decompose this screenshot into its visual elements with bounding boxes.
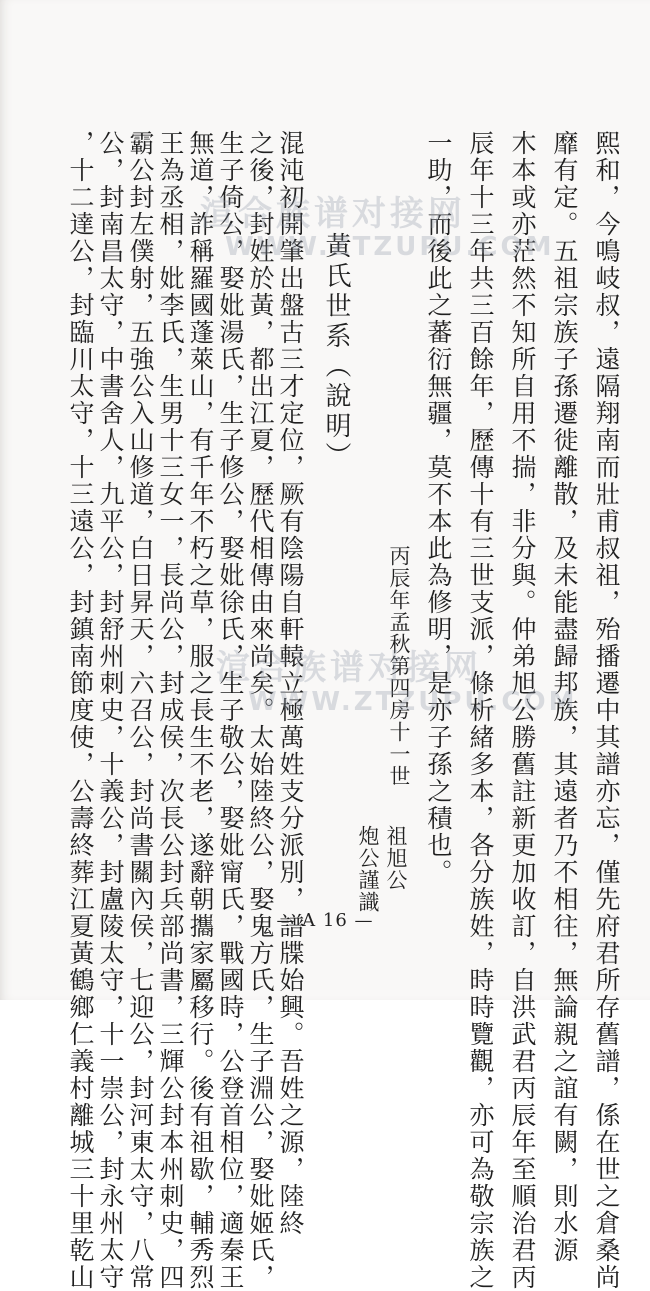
watermark-text-bottom: 渲合族谱对接网 — [216, 648, 482, 688]
section-line-6: 霸公封左僕射，五強公入山修道，白日昇天，六召公，封尚書關內侯，七迎公，封河東太守，八常 — [126, 130, 155, 1291]
section-line-8: ，十二達公，封臨川太守，十三遠公，封鎮南節度使，公壽終葬江夏黃鶴鄉仁義村離城三十里乾山 — [66, 130, 95, 1291]
preface-signature-2: 炮公謹識 — [356, 825, 380, 913]
section-line-2: 之後，封姓於黃，都出江夏，歷代相傳由來尚矣。太始陸終公，娶鬼方氏，生子淵公，娶妣姬氏， — [246, 130, 275, 1291]
preface-line-3: 木本或亦茫然不知所自用不揣，非分與。仲弟旭公勝舊註新更加收訂，自洪武君丙辰年至順治君丙 — [508, 130, 537, 1291]
page-number: — A 16 — — [276, 910, 374, 931]
preface-line-1: 熙和，今鳴岐叔，遠隔翔南而壯甫叔祖，殆播遷中其譜亦忘，僅先府君所存舊譜，係在世之倉桑尚 — [592, 130, 621, 1291]
section-line-7: 公，封南昌太守，中書舍人，九平公，封舒州刺史，十義公，封盧陵太守，十一崇公，封永州太守 — [96, 130, 125, 1291]
watermark-text-top: 渲合族谱对接网 — [200, 194, 466, 234]
section-line-4: 無道，詐稱羅國蓬萊山，有千年不朽之草，服之長生不老，遂辭朝攜家屬移行。後有祖歇，輔秀烈 — [186, 130, 215, 1291]
section-title: 黃氏世系（說明） — [321, 232, 351, 472]
preface-line-2: 靡有定。五祖宗族子孫遷徙離散，及未能盡歸邦族，其遠者乃不相往，無論親之誼有闕，則水源 — [550, 130, 579, 1264]
preface-line-5: 一助，而後此之蕃衍無疆，莫不本此為修明，是亦子孫之積也。 — [424, 130, 453, 886]
section-line-1: 混沌初開肇出盤古三才定位，厥有陰陽自軒轅立極萬姓支分派別，譜牒始興。吾姓之源，陸終 — [276, 130, 305, 1237]
watermark-url-top: WWW.ZTZUPU.COM — [225, 232, 555, 262]
section-line-5: 王為丞相，妣李氏，生男十三女一，長尚公，封成侯，次長公封兵部尚書，三輝公封本州刺史，四 — [156, 130, 185, 1291]
watermark-url-bottom: WWW.ZTZUPU.COM — [248, 687, 578, 717]
preface-line-4: 辰年十三年共三百餘年，歷傳十有三世支派，條析緒多本，各分族姓，時時覽觀，亦可為敬宗族之 — [466, 130, 495, 1291]
preface-dateline: 丙辰年孟秋第四房十一世 — [387, 545, 411, 787]
preface-signature-1: 祖旭公 — [384, 825, 408, 891]
section-line-3: 生子倚公，娶妣湯氏，生子修公，娶妣徐氏，生子敬公，娶妣甯氏，戰國時，公登首相位，適秦王 — [216, 130, 245, 1291]
